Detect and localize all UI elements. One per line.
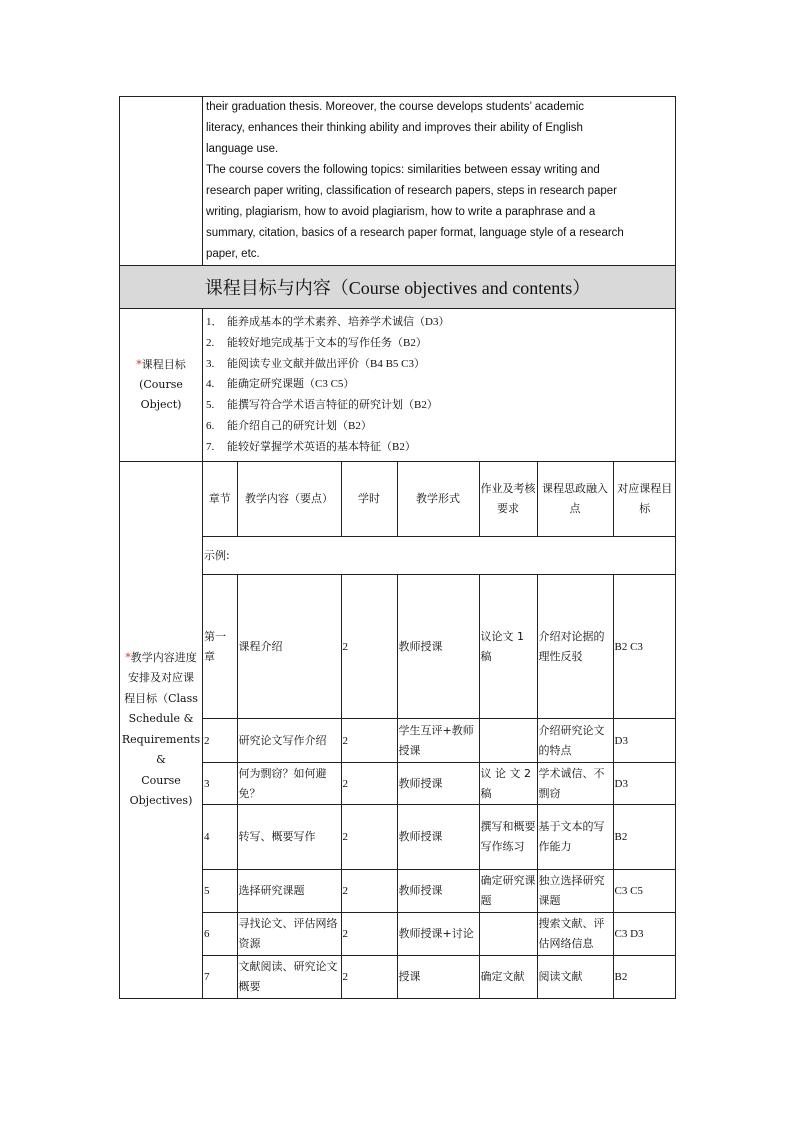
header-homework: 作业及考核要求: [479, 462, 537, 537]
cell-target: D3: [613, 719, 676, 763]
cell-content: 文献阅读、研究论文概要: [237, 956, 341, 998]
cell-ideology: 介绍研究论文的特点: [537, 719, 613, 763]
objectives-label-zh: 课程目标: [141, 357, 186, 371]
cell-content: 选择研究课题: [237, 870, 341, 913]
cell-chapter: 6: [203, 913, 237, 956]
cell-target: B2: [613, 956, 676, 998]
schedule-label: *教学内容进度 安排及对应课 程目标（Class Schedule & Requirements & Course Objectives): [120, 461, 203, 998]
example-row: [203, 537, 676, 575]
cell-chapter: 2: [203, 719, 237, 763]
course-description: [203, 97, 676, 266]
cell-form: 教师授课: [397, 870, 479, 913]
cell-hours: 2: [341, 870, 397, 913]
cell-chapter: 4: [203, 805, 237, 870]
cell-form: 学生互评+教师授课: [397, 719, 479, 763]
cell-homework: [479, 719, 537, 763]
cell-chapter: 第一章: [203, 575, 237, 719]
cell-form: 教师授课: [397, 805, 479, 870]
cell-ideology: 独立选择研究课题: [537, 870, 613, 913]
schedule-header-row: [203, 462, 676, 537]
schedule-row: [120, 461, 676, 998]
section-title-zh: 课程目标与内容: [204, 278, 331, 299]
course-syllabus-table: [119, 96, 676, 999]
cell-chapter: 3: [203, 763, 237, 805]
table-row: [203, 805, 676, 870]
cell-chapter: 5: [203, 870, 237, 913]
description-line: their graduation thesis. Moreover, the course develops students’ academic: [206, 101, 585, 113]
description-line: paper, etc.: [206, 248, 260, 260]
table-row: [203, 870, 676, 913]
objective-item: 2. 能较好地完成基于文本的写作任务（B2）: [206, 335, 427, 349]
cell-homework: 确定研究课题: [479, 870, 537, 913]
schedule-cell: [203, 461, 676, 998]
table-row: [203, 956, 676, 998]
cell-target: D3: [613, 763, 676, 805]
cell-target: B2: [613, 805, 676, 870]
objective-item: 6. 能介绍自己的研究计划（B2）: [206, 418, 372, 432]
example-label: 示例:: [203, 537, 676, 575]
cell-hours: 2: [341, 763, 397, 805]
cell-ideology: 搜索文献、评估网络信息: [537, 913, 613, 956]
cell-chapter: 7: [203, 956, 237, 998]
cell-ideology: 阅读文献: [537, 956, 613, 998]
objective-item: 7. 能较好掌握学术英语的基本特征（B2）: [206, 439, 416, 453]
description-line: research paper writing, classification of research papers, steps in research paper: [206, 185, 618, 197]
objectives-label-en: (Course Object): [139, 377, 183, 411]
section-header-row: [120, 266, 676, 309]
cell-hours: 2: [341, 913, 397, 956]
cell-ideology: 介绍对论据的理性反驳: [537, 575, 613, 719]
cell-target: C3 C5: [613, 870, 676, 913]
description-line: language use.: [206, 143, 279, 155]
header-target: 对应课程目标: [613, 462, 676, 537]
cell-homework: 撰写和概要写作练习: [479, 805, 537, 870]
objectives-row: [120, 309, 676, 462]
cell-hours: 2: [341, 956, 397, 998]
cell-hours: 2: [341, 719, 397, 763]
cell-form: 教师授课: [397, 763, 479, 805]
header-hours: 学时: [341, 462, 397, 537]
table-row: [203, 719, 676, 763]
cell-hours: 2: [341, 805, 397, 870]
cell-content: 课程介绍: [237, 575, 341, 719]
cell-content: 何为剽窃？如何避免？: [237, 763, 341, 805]
cell-form: 教师授课+讨论: [397, 913, 479, 956]
description-label-cell: [120, 97, 203, 266]
cell-target: C3 D3: [613, 913, 676, 956]
header-form: 教学形式: [397, 462, 479, 537]
objective-item: 4. 能确定研究课题（C3 C5）: [206, 377, 355, 391]
description-row: [120, 97, 676, 266]
objective-item: 1． 能养成基本的学术素养、培养学术诚信（D3）: [206, 315, 450, 328]
table-row: [203, 575, 676, 719]
cell-homework: 确定文献: [479, 956, 537, 998]
schedule-table: [203, 462, 676, 998]
cell-ideology: 学术诚信、不剽窃: [537, 763, 613, 805]
cell-content: 寻找论文、评估网络资源: [237, 913, 341, 956]
cell-ideology: 基于文本的写作能力: [537, 805, 613, 870]
required-marker: *: [136, 357, 142, 371]
objectives-label: [120, 309, 203, 462]
objective-item: 3. 能阅读专业文献并做出评价（B4 B5 C3）: [206, 356, 426, 370]
table-row: [203, 763, 676, 805]
cell-form: 授课: [397, 956, 479, 998]
cell-content: 转写、概要写作: [237, 805, 341, 870]
description-line: summary, citation, basics of a research paper format, language style of a research: [206, 227, 624, 239]
cell-content: 研究论文写作介绍: [237, 719, 341, 763]
header-chapter: 章节: [203, 462, 237, 537]
cell-homework: 议 论 文 2 稿: [479, 763, 537, 805]
cell-form: 教师授课: [397, 575, 479, 719]
objective-item: 5. 能撰写符合学术语言特征的研究计划（B2）: [206, 398, 438, 412]
cell-hours: 2: [341, 575, 397, 719]
description-line: The course covers the following topics: similarities between essay writing and: [206, 164, 600, 176]
required-marker: *: [125, 650, 131, 664]
section-title-en: （Course objectives and contents）: [330, 278, 591, 298]
cell-homework: 议论文 1 稿: [479, 575, 537, 719]
description-line: writing, plagiarism, how to avoid plagiarism, how to write a paraphrase and a: [206, 206, 596, 218]
header-ideology: 课程思政融入点: [537, 462, 613, 537]
table-row: [203, 913, 676, 956]
section-title: [120, 266, 676, 309]
header-content: 教学内容（要点）: [237, 462, 341, 537]
objectives-list: [203, 309, 676, 462]
description-line: literacy, enhances their thinking ability and improves their ability of English: [206, 122, 583, 134]
cell-target: B2 C3: [613, 575, 676, 719]
cell-homework: [479, 913, 537, 956]
